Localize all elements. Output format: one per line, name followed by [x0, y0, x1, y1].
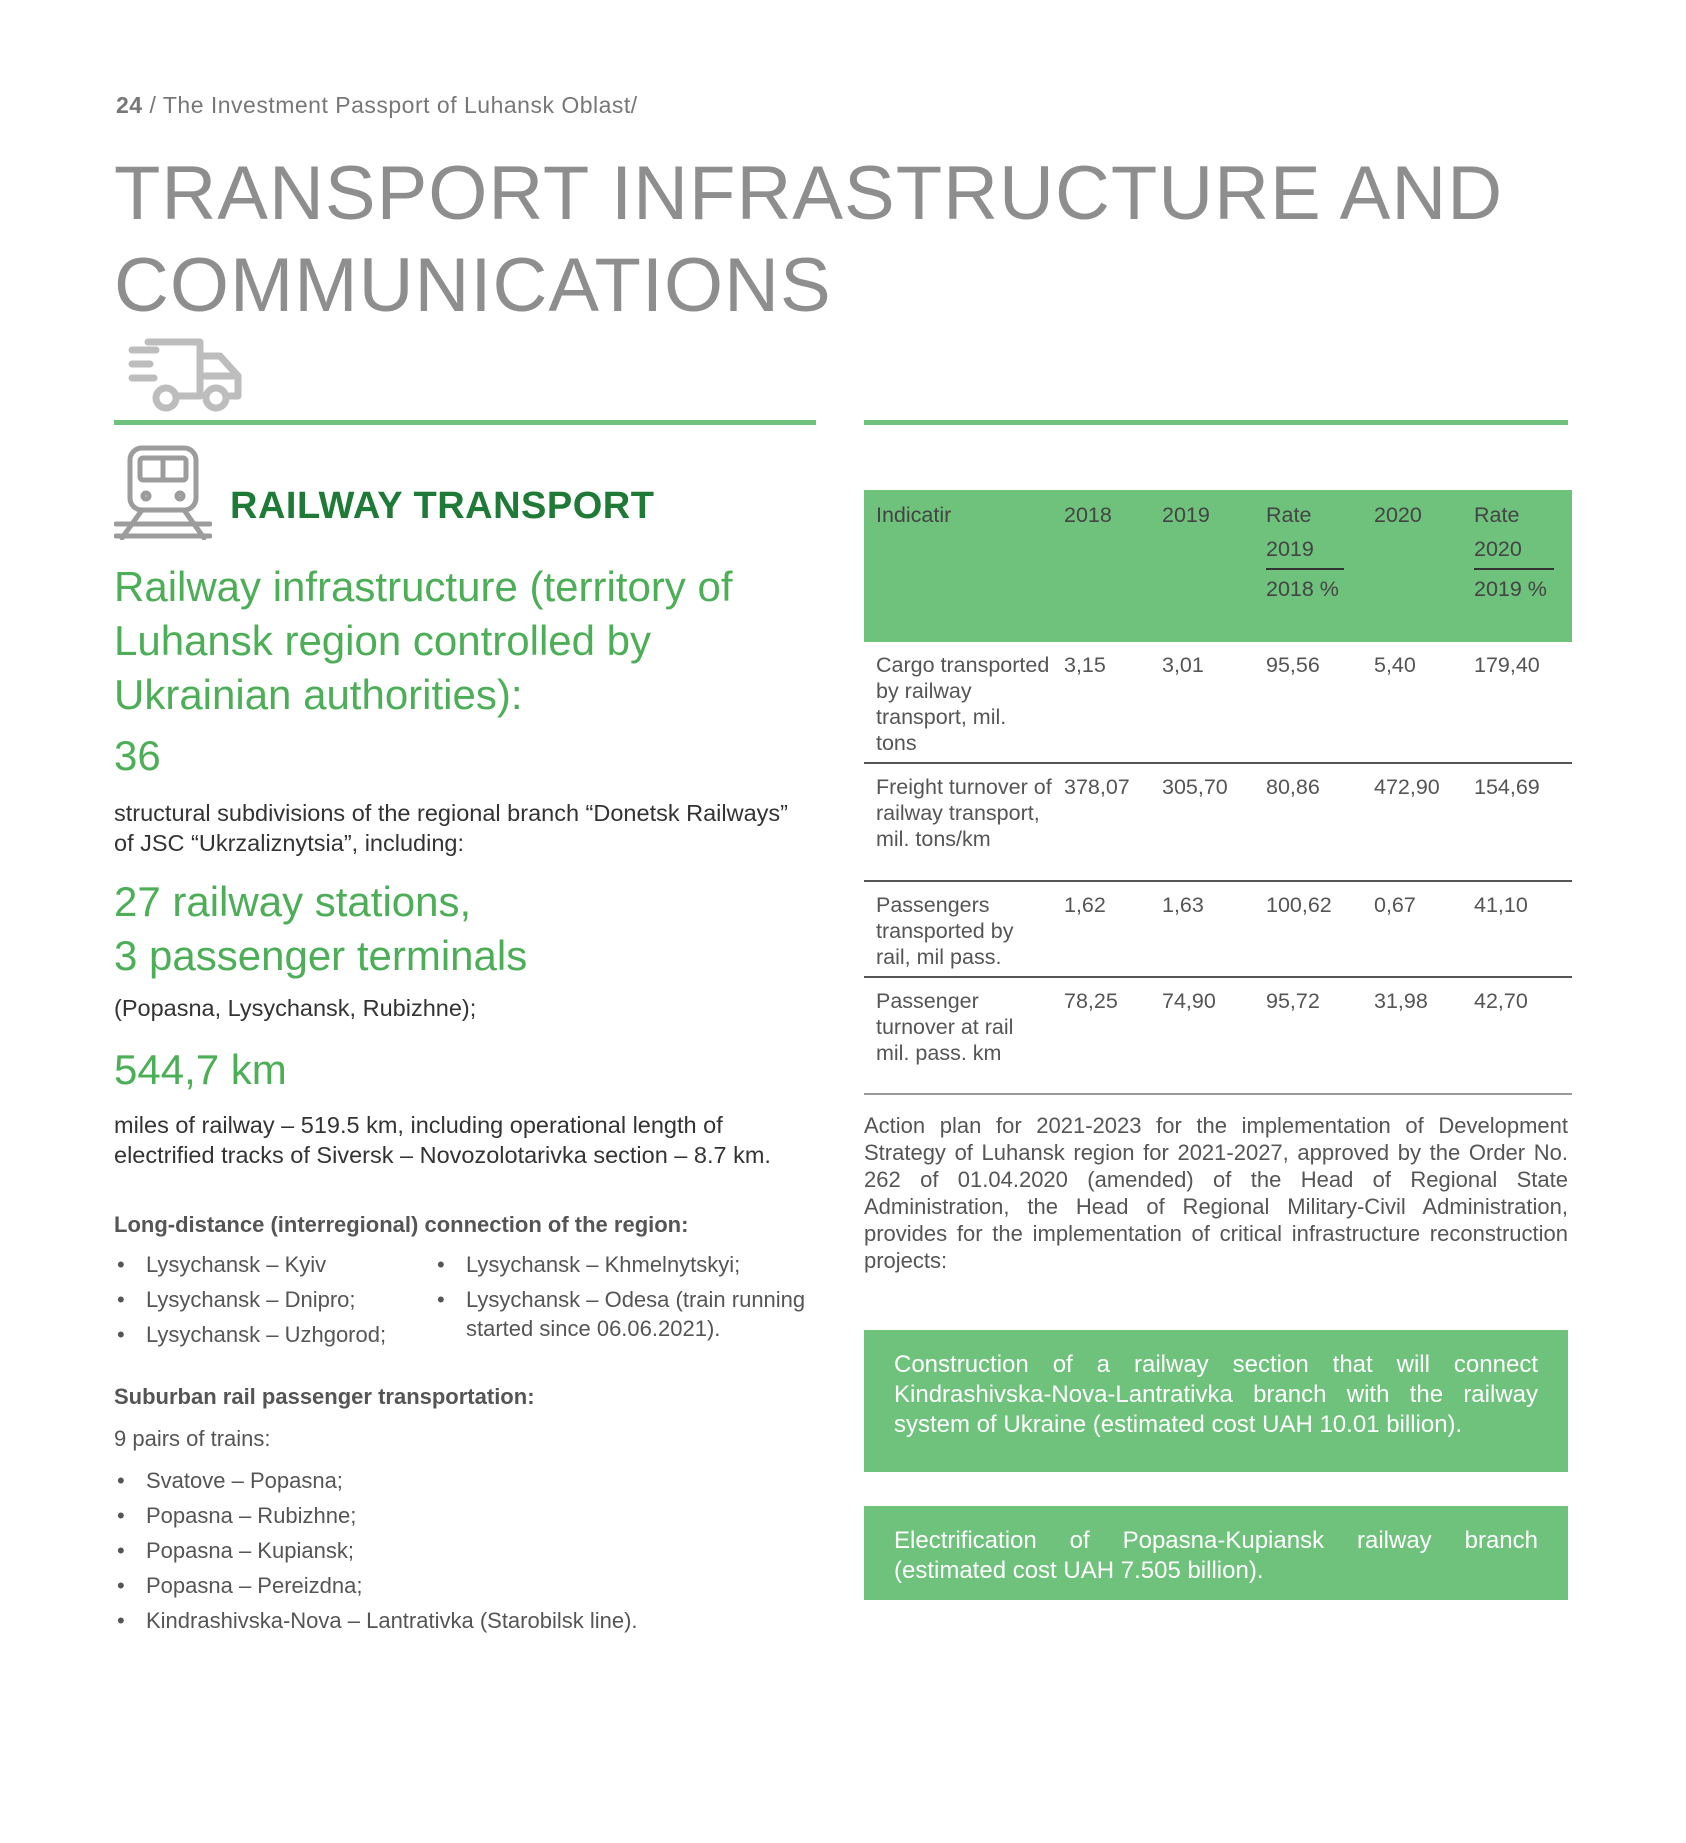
table-row [864, 642, 1572, 763]
cell-2020: 5,40 [1374, 653, 1416, 677]
page-title [114, 148, 1534, 332]
stat-subdivisions-value: 36 [114, 732, 161, 779]
suburban-list [114, 1466, 814, 1641]
running-title: / The Investment Passport of Luhansk Oblast/ [142, 92, 638, 118]
long-distance-heading: Long-distance (interregional) connection of the region: [114, 1212, 689, 1237]
cell-indicator: Cargo transported by railway transport, mil. tons [876, 653, 1050, 755]
cell-rate-2020: 154,69 [1474, 775, 1540, 799]
header-indicator: Indicatir [864, 490, 1052, 642]
train-icon [114, 444, 212, 540]
stat-stations-line2: 3 passenger terminals [114, 932, 528, 979]
table-row [864, 881, 1572, 977]
list-item: • Lysychansk – Odesa (train running started since 06.06.2021). [434, 1285, 824, 1343]
list-item: • Lysychansk – Dnipro; [114, 1285, 414, 1314]
list-item: • Popasna – Kupiansk; [114, 1536, 814, 1565]
list-item: • Popasna – Rubizhne; [114, 1501, 814, 1530]
action-plan-text: Action plan for 2021-2023 for the implementation of Development Strategy of Luhansk region for 2021-2027, approved by the Order No. 262 of 01.04.2020 (amended) of the Head of Regional State Administration, the Head of Regional Military-Civil Administration, provides for the implementation of critical infrastructure reconstruction projects: [864, 1113, 1568, 1273]
cell-rate-2019: 100,62 [1266, 893, 1332, 917]
stat-length-value: 544,7 km [114, 1046, 287, 1093]
cell-rate-2019: 95,72 [1266, 989, 1320, 1013]
long-distance-list-2 [434, 1250, 824, 1349]
cell-rate-2019: 95,56 [1266, 653, 1320, 677]
header-2019: 2019 [1150, 490, 1254, 642]
header-rate-2019: Rate 2019 2018 % [1254, 490, 1362, 642]
header-2018: 2018 [1052, 490, 1150, 642]
suburban-heading: Suburban rail passenger transportation: [114, 1384, 535, 1409]
cell-2019: 3,01 [1162, 653, 1204, 677]
list-item: • Svatove – Popasna; [114, 1466, 814, 1495]
list-item: • Lysychansk – Kyiv [114, 1250, 414, 1279]
table-row [864, 977, 1572, 1094]
table-row [864, 763, 1572, 881]
cell-2019: 1,63 [1162, 893, 1204, 917]
page-number: 24 [116, 92, 143, 118]
cell-rate-2019: 80,86 [1266, 775, 1320, 799]
suburban-intro: 9 pairs of trains: [114, 1426, 271, 1451]
lead-text: Railway infrastructure (territory of Luhansk region controlled by Ukrainian authorities): [114, 563, 733, 718]
cell-rate-2020: 41,10 [1474, 893, 1528, 917]
running-header [116, 92, 638, 119]
long-distance-list-1 [114, 1250, 414, 1355]
cell-2020: 0,67 [1374, 893, 1416, 917]
stat-stations-line1: 27 railway stations, [114, 878, 472, 925]
cell-indicator: Freight turnover of railway transport, mil. tons/km [876, 775, 1052, 851]
cell-rate-2020: 42,70 [1474, 989, 1528, 1013]
cell-2018: 1,62 [1064, 893, 1106, 917]
list-item: • Lysychansk – Uzhgorod; [114, 1320, 414, 1349]
cell-rate-2020: 179,40 [1474, 653, 1540, 677]
cell-indicator: Passengers transported by rail, mil pass. [876, 893, 1014, 969]
project-box-electrification: Electrification of Popasna-Kupiansk railway branch (estimated cost UAH 7.505 billion). [864, 1506, 1568, 1600]
project-box-railway-section: Construction of a railway section that will connect Kindrashivska-Nova-Lantrativka branch with the railway system of Ukraine (estimated cost UAH 10.01 billion). [864, 1330, 1568, 1472]
cell-2018: 3,15 [1064, 653, 1106, 677]
cell-2019: 305,70 [1162, 775, 1228, 799]
header-rate-2020: Rate 2020 2019 % [1462, 490, 1572, 642]
list-item: • Lysychansk – Khmelnytskyi; [434, 1250, 824, 1279]
cell-2018: 78,25 [1064, 989, 1118, 1013]
cell-2019: 74,90 [1162, 989, 1216, 1013]
header-2020: 2020 [1362, 490, 1462, 642]
truck-icon [128, 336, 246, 414]
stat-stations-text: (Popasna, Lysychansk, Rubizhne); [114, 995, 477, 1021]
section-title: RAILWAY TRANSPORT [230, 485, 655, 527]
railway-indicators-table [864, 490, 1572, 1095]
cell-2020: 31,98 [1374, 989, 1428, 1013]
cell-2020: 472,90 [1374, 775, 1440, 799]
stat-length-text: miles of railway – 519.5 km, including operational length of electrified tracks of Siversk – Novozolotarivka section – 8.7 km. [114, 1112, 771, 1168]
list-item: • Kindrashivska-Nova – Lantrativka (Starobilsk line). [114, 1606, 814, 1635]
page-title-line1: TRANSPORT INFRASTRUCTURE AND [114, 151, 1504, 236]
cell-2018: 378,07 [1064, 775, 1130, 799]
divider-right [864, 420, 1568, 425]
page-title-line2: COMMUNICATIONS [114, 243, 832, 328]
list-item: • Popasna – Pereizdna; [114, 1571, 814, 1600]
cell-indicator: Passenger turnover at rail mil. pass. km [876, 989, 1014, 1065]
stat-subdivisions-text: structural subdivisions of the regional branch “Donetsk Railways” of JSC “Ukrzaliznytsia”, including: [114, 800, 788, 856]
divider-left [114, 420, 816, 425]
